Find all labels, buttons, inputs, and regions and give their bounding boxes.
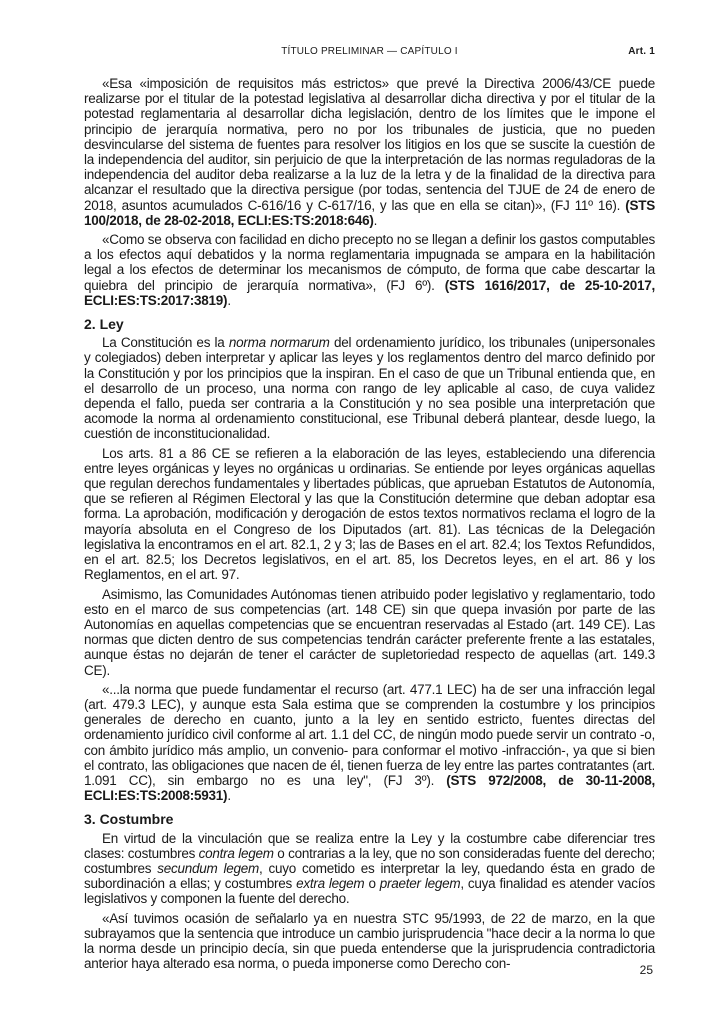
paragraph: «...la norma que puede fundamentar el recurso (art. 477.1 LEC) ha de ser una infracción legal (art. 479.3 LEC), y aunque esta Sala estima que se comprenden la costumbre y los principios generales de derecho en cuanto, junto a la ley en sentido estricto, fuentes directas del ordenamiento jurídico civil conforme al art. 1.1 del CC, de ningún modo puede servir un contrato -o, con ámbito jurídico más amplio, un convenio- para conformar el motivo -infracción-, ya que si bien el contrato, las obligaciones que nacen de él, tienen fuerza de ley entre las partes contratantes (art. 1.091 CC), sin embargo no es una ley", (FJ 3º). (STS 972/2008, de 30-11-2008, ECLI:ES:TS:2008:5931). xyxy=(84,681,655,804)
paragraph: Asimismo, las Comunidades Autónomas tienen atribuido poder legislativo y reglamentario, todo esto en el marco de sus competencias (art. 148 CE) sin que quepa invasión por parte de las Autonomías en aquellas competencias que se encuentran reservadas al Estado (art. 149 CE). Las normas que dicten dentro de sus competencias tendrán carácter preferente frente a las estatales, aunque éstas no dejarán de tener el carácter de supletoriedad respecto de aquellas (art. 149.3 CE). xyxy=(84,586,655,678)
section-heading-ley: 2. Ley xyxy=(84,316,124,333)
paragraph: «Así tuvimos ocasión de señalarlo ya en nuestra STC 95/1993, de 22 de marzo, en la que subrayamos que la sentencia que introduce un cambio jurisprudencia "hace decir a la norma lo que la norma desde un principio decía, sin que pueda entenderse que la jurisprudencia contradictoria anterior haya alterado esa norma, o pueda imponerse como Derecho con- xyxy=(84,910,655,972)
page-number: 25 xyxy=(639,963,653,977)
body-text xyxy=(84,76,655,975)
running-title: TÍTULO PRELIMINAR — CAPÍTULO I xyxy=(281,46,458,57)
article-label: Art. 1 xyxy=(628,46,655,57)
citation: (STS 1616/2017, de 25-10-2017, ECLI:ES:TS:2017:3819) xyxy=(84,277,655,308)
section-heading-costumbre: 3. Costumbre xyxy=(84,811,174,828)
paragraph: La Constitución es la norma normarum del ordenamiento jurídico, los tribunales (unipersonales y colegiados) deben interpretar y aplicar las leyes y los reglamentos dentro del marco definido por la Constitución y por los principios que la inspiran. En el caso de que un Tribunal entienda que, en el desarrollo de un proceso, una norma con rango de ley aplicable al caso, de cuya validez dependa el fallo, pueda ser contraria a la Constitución y no sea posible una interpretación que acomode la norma al ordenamiento constitucional, ese Tribunal deberá plantear, desde luego, la cuestión de inconstitucionalidad. xyxy=(84,335,655,442)
paragraph: «Como se observa con facilidad en dicho precepto no se llegan a definir los gastos computables a los efectos aquí debatidos y la norma reglamentaria impugnada se ampara en la habilitación legal a los efectos de determinar los mecanismos de cómputo, de forma que cabe descartar la quiebra del principio de jerarquía normativa», (FJ 6º). (STS 1616/2017, de 25-10-2017, ECLI:ES:TS:2017:3819). xyxy=(84,232,655,308)
paragraph: En virtud de la vinculación que se realiza entre la Ley y la costumbre cabe diferenciar tres clases: costumbres contra legem o contrarias a la ley, que no son consideradas fuente del derecho; costumbres secundum legem, cuyo cometido es interpretar la ley, quedando ésta en grado de subordinación a ellas; y costumbres extra legem o praeter legem, cuya finalidad es atender vacíos legislativos y componen la fuente del derecho. xyxy=(84,830,656,907)
paragraph: Los arts. 81 a 86 CE se refieren a la elaboración de las leyes, estableciendo una diferencia entre leyes orgánicas y leyes no orgánicas u ordinarias. Se entiende por leyes orgánicas aquellas que regulan derechos fundamentales y libertades públicas, que aprueban Estatutos de Autonomía, que se refieren al Régimen Electoral y las que la Constitución determine que deban adoptar esa forma. La aprobación, modificación y derogación de estos textos normativos reclama el logro de la mayoría absoluta en el Congreso de los Diputados (art. 81). Las técnicas de la Delegación legislativa la encontramos en el art. 82.1, 2 y 3; las de Bases en el art. 82.4; los Textos Refundidos, en el art. 82.5; los Decretos legislativos, en el art. 85, los Decretos leyes, en el art. 86 y los Reglamentos, en el art. 97. xyxy=(84,445,655,583)
citation: (STS 100/2018, de 28-02-2018, ECLI:ES:TS:2018:646) xyxy=(84,197,655,228)
paragraph: «Esa «imposición de requisitos más estrictos» que prevé la Directiva 2006/43/CE puede realizarse por el titular de la potestad legislativa al desarrollar dicha directiva y por el titular de la potestad reglamentaria al desarrollar dicha legislación, dentro de los límites que le impone el principio de jerarquía normativa, pero no por los tribunales de justicia, que no pueden desvincularse del sistema de fuentes para resolver los litigios en los que se suscite la cuestión de la independencia del auditor, sin perjuicio de que la interpretación de las normas reguladoras de la independencia del auditor deba realizarse a la luz de la letra y de la finalidad de la directiva para alcanzar el resultado que la directiva persigue (por todas, sentencia del TJUE de 24 de enero de 2018, asuntos acumulados C-616/16 y C-617/16, y las que en ella se citan)», (FJ 11º 16). (STS 100/2018, de 28-02-2018, ECLI:ES:TS:2018:646). xyxy=(84,76,655,228)
running-header xyxy=(84,46,655,60)
citation: (STS 972/2008, de 30-11-2008, ECLI:ES:TS:2008:5931) xyxy=(84,772,655,804)
